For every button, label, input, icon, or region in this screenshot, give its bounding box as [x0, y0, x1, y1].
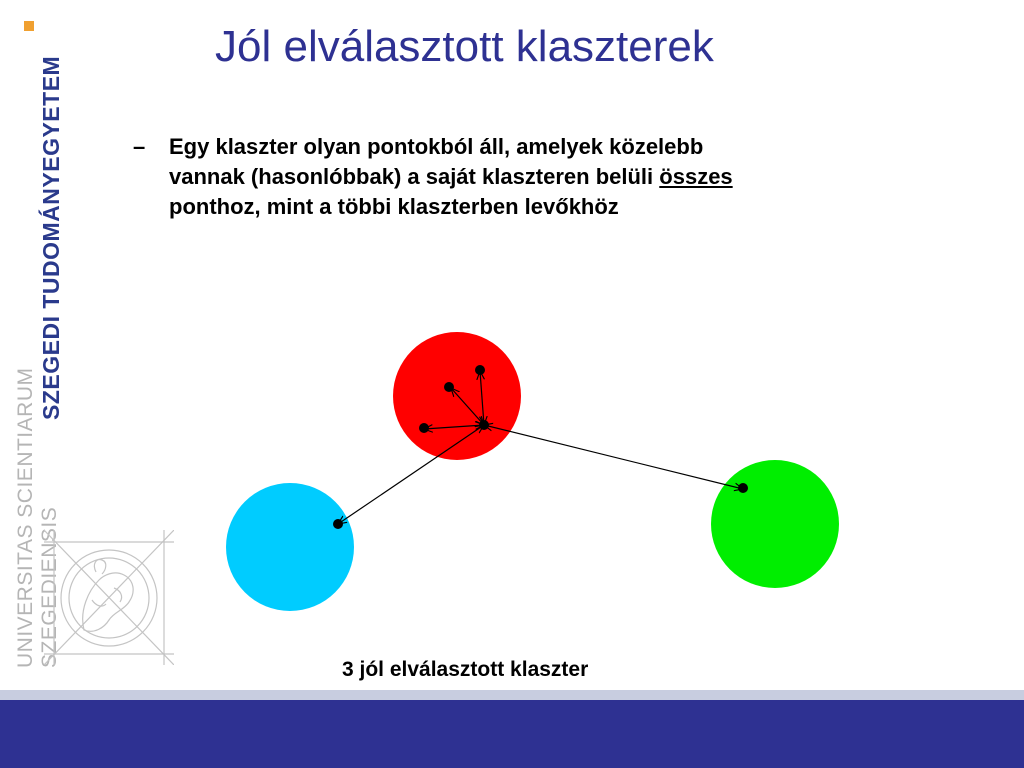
- point-blue: [333, 519, 343, 529]
- green-cluster: [711, 460, 839, 588]
- university-name: SZEGEDI TUDOMÁNYEGYETEM: [38, 55, 64, 420]
- point-red-left: [419, 423, 429, 433]
- footer-bar: [0, 700, 1024, 768]
- underlined-word: összes: [659, 164, 733, 189]
- point-green: [738, 483, 748, 493]
- diagram-caption: 3 jól elválasztott klaszter: [342, 658, 589, 681]
- red-cluster: [393, 332, 521, 460]
- point-red-center: [479, 420, 489, 430]
- point-red-top-right: [475, 365, 485, 375]
- university-latin-name: UNIVERSITAS SCIENTIARUM SZEGEDIENSIS: [14, 367, 61, 668]
- arrow-center-to-green: [484, 425, 743, 489]
- blue-cluster: [226, 483, 354, 611]
- slide-title: Jól elválasztott klaszterek: [215, 22, 714, 71]
- bullet-line-3: ponthoz, mint a többi klaszterben levőkhöz: [169, 194, 619, 219]
- bullet-dash: –: [133, 134, 146, 159]
- bullet-line-2-text: vannak (hasonlóbbak) a saját klaszteren belüli: [169, 164, 660, 189]
- bullet-line-1: Egy klaszter olyan pontokból áll, amelyek közelebb: [169, 134, 704, 159]
- point-red-top-left: [444, 382, 454, 392]
